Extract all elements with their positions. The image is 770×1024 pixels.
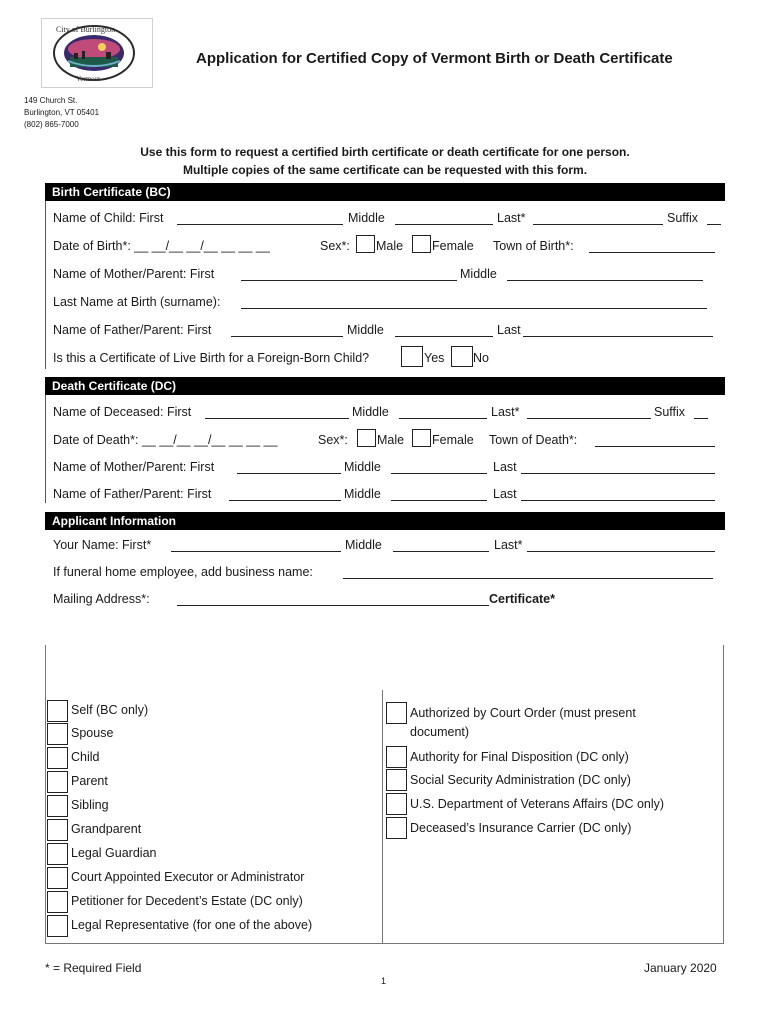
death-town-label: Town of Death*: [489, 433, 578, 447]
death-father-last-field[interactable] [521, 500, 715, 501]
applicant-middle-field[interactable] [393, 551, 489, 552]
birth-male-checkbox[interactable] [356, 235, 375, 253]
relationship-label: Deceased’s Insurance Carrier (DC only) [410, 821, 632, 835]
birth-mother-middle-label: Middle [460, 267, 497, 281]
child-suffix-field[interactable] [707, 224, 721, 225]
birth-dob-row [53, 237, 733, 255]
relationship-label: Child [71, 750, 100, 764]
death-father-first-field[interactable] [229, 500, 341, 501]
section-bracket [45, 201, 46, 369]
mailing-address-row [53, 590, 733, 608]
deceased-middle-label: Middle [352, 405, 389, 419]
relationship-label: Sibling [71, 798, 109, 812]
death-father-middle-label: Middle [344, 487, 381, 501]
relationship-label: Legal Guardian [71, 846, 157, 860]
foreign-yes-label: Yes [424, 351, 445, 365]
required-field-note: * = Required Field [45, 961, 142, 975]
birth-mother-first-label: Name of Mother/Parent: First [53, 267, 215, 281]
mailing-address-field[interactable] [177, 605, 489, 606]
relationship-checkbox[interactable] [47, 843, 68, 865]
logo-top-text: City of Burlington [56, 25, 116, 34]
relationship-checkbox[interactable] [47, 891, 68, 913]
birth-child-name-row [53, 209, 733, 227]
relationship-label: Spouse [71, 726, 114, 740]
birth-father-first-label: Name of Father/Parent: First [53, 323, 212, 337]
birth-father-last-field[interactable] [523, 336, 713, 337]
deceased-last-field[interactable] [527, 418, 651, 419]
funeral-home-row [53, 563, 733, 581]
relationship-checkbox[interactable] [47, 723, 68, 745]
deceased-first-label: Name of Deceased: First [53, 405, 192, 419]
deceased-suffix-field[interactable] [694, 418, 708, 419]
last-name-at-birth-field[interactable] [241, 308, 707, 309]
death-town-field[interactable] [595, 446, 715, 447]
death-male-checkbox[interactable] [357, 429, 376, 447]
relationship-checkbox[interactable] [47, 700, 68, 722]
applicant-first-label: Your Name: First* [53, 538, 152, 552]
birth-lastname-row [53, 293, 733, 311]
relationship-checkbox[interactable] [386, 702, 407, 724]
deceased-first-field[interactable] [205, 418, 349, 419]
deceased-suffix-label: Suffix [654, 405, 686, 419]
death-sex-label: Sex*: [318, 433, 348, 447]
death-dod-row [53, 431, 733, 449]
applicant-section-heading: Applicant Information [45, 512, 725, 530]
applicant-last-field[interactable] [527, 551, 715, 552]
death-mother-middle-field[interactable] [391, 473, 487, 474]
birth-female-label: Female [432, 239, 474, 253]
birth-mother-row [53, 265, 733, 283]
death-female-label: Female [432, 433, 474, 447]
child-first-field[interactable] [177, 224, 343, 225]
child-last-label: Last* [497, 211, 526, 225]
birth-father-row [53, 321, 733, 339]
form-date: January 2020 [644, 961, 717, 975]
child-middle-label: Middle [348, 211, 385, 225]
relationship-label: Authorized by Court Order (must present [410, 706, 636, 720]
applicant-name-row [53, 536, 733, 554]
deceased-name-row [53, 403, 733, 421]
relationship-checkbox[interactable] [386, 817, 407, 839]
dob-label[interactable]: Date of Birth*: __ __/__ __/__ __ __ __ [53, 239, 270, 253]
foreign-born-question: Is this a Certificate of Live Birth for a Foreign-Born Child? [53, 351, 370, 365]
page-title: Application for Certified Copy of Vermont Birth or Death Certificate [196, 50, 673, 67]
deceased-last-label: Last* [491, 405, 520, 419]
child-last-field[interactable] [533, 224, 663, 225]
birth-section-heading: Birth Certificate (BC) [45, 183, 725, 201]
relationship-label: document) [410, 725, 470, 739]
death-male-label: Male [377, 433, 405, 447]
death-mother-middle-label: Middle [344, 460, 381, 474]
relationship-column-divider [382, 690, 383, 944]
foreign-no-label: No [473, 351, 489, 365]
death-section-heading: Death Certificate (DC) [45, 377, 725, 395]
death-father-row [53, 485, 733, 503]
death-mother-first-field[interactable] [237, 473, 341, 474]
intro-line-1: Use this form to request a certified birth certificate or death certificate for one person. [140, 145, 630, 159]
death-mother-last-label: Last [493, 460, 517, 474]
intro-line-2: Multiple copies of the same certificate can be requested with this form. [182, 163, 588, 177]
applicant-middle-label: Middle [345, 538, 382, 552]
address-line-3: (802) 865-7000 [24, 120, 79, 129]
section-bracket [45, 395, 46, 503]
relationship-checkbox[interactable] [47, 867, 68, 889]
death-mother-first-label: Name of Mother/Parent: First [53, 460, 215, 474]
relationship-checkbox[interactable] [47, 915, 68, 937]
relationship-checkbox[interactable] [47, 819, 68, 841]
relationship-label: Legal Representative (for one of the above) [71, 918, 313, 932]
dod-label[interactable]: Date of Death*: __ __/__ __/__ __ __ __ [53, 433, 278, 447]
death-female-checkbox[interactable] [412, 429, 431, 447]
death-mother-row [53, 458, 733, 476]
birth-town-field[interactable] [589, 252, 715, 253]
relationship-checkbox[interactable] [47, 747, 68, 769]
relationship-label: Court Appointed Executor or Administrator [71, 870, 305, 884]
mailing-address-label: Mailing Address*: [53, 592, 150, 606]
funeral-home-field[interactable] [343, 578, 713, 579]
relationship-label: Authority for Final Disposition (DC only) [410, 750, 629, 764]
birth-mother-middle-field[interactable] [507, 280, 703, 281]
relationship-checkbox[interactable] [386, 746, 407, 768]
page-number: 1 [381, 976, 387, 986]
relationship-checkbox[interactable] [386, 769, 407, 791]
death-mother-last-field[interactable] [521, 473, 715, 474]
foreign-no-checkbox[interactable] [451, 346, 473, 367]
relationship-label: Grandparent [71, 822, 142, 836]
relationship-checkbox[interactable] [47, 771, 68, 793]
address-line-2: Burlington, VT 05401 [24, 108, 100, 117]
city-logo [41, 18, 153, 88]
address-line-1: 149 Church St. [24, 96, 78, 105]
child-middle-field[interactable] [395, 224, 493, 225]
birth-father-first-field[interactable] [231, 336, 343, 337]
certificate-label: Certificate* [489, 592, 555, 606]
death-father-middle-field[interactable] [391, 500, 487, 501]
child-suffix-label: Suffix [667, 211, 699, 225]
birth-father-last-label: Last [497, 323, 521, 337]
deceased-middle-field[interactable] [399, 418, 487, 419]
foreign-yes-checkbox[interactable] [401, 346, 423, 367]
birth-sex-label: Sex*: [320, 239, 350, 253]
birth-mother-first-field[interactable] [241, 280, 457, 281]
birth-town-label: Town of Birth*: [493, 239, 574, 253]
relationship-checkbox[interactable] [47, 795, 68, 817]
foreign-born-row [53, 349, 733, 367]
birth-male-label: Male [376, 239, 404, 253]
last-name-at-birth-label: Last Name at Birth (surname): [53, 295, 221, 309]
relationship-label: U.S. Department of Veterans Affairs (DC only) [410, 797, 665, 811]
birth-female-checkbox[interactable] [412, 235, 431, 253]
relationship-label: Social Security Administration (DC only) [410, 773, 631, 787]
child-first-label: Name of Child: First [53, 211, 164, 225]
funeral-home-label: If funeral home employee, add business name: [53, 565, 313, 579]
death-father-last-label: Last [493, 487, 517, 501]
applicant-first-field[interactable] [171, 551, 341, 552]
birth-father-middle-field[interactable] [395, 336, 493, 337]
birth-father-middle-label: Middle [347, 323, 384, 337]
death-father-first-label: Name of Father/Parent: First [53, 487, 212, 501]
relationship-checkbox[interactable] [386, 793, 407, 815]
relationship-label: Self (BC only) [71, 703, 149, 717]
logo-bottom-text: Vermont [76, 75, 101, 83]
relationship-label: Parent [71, 774, 108, 788]
relationship-label: Petitioner for Decedent’s Estate (DC only) [71, 894, 303, 908]
applicant-last-label: Last* [494, 538, 523, 552]
